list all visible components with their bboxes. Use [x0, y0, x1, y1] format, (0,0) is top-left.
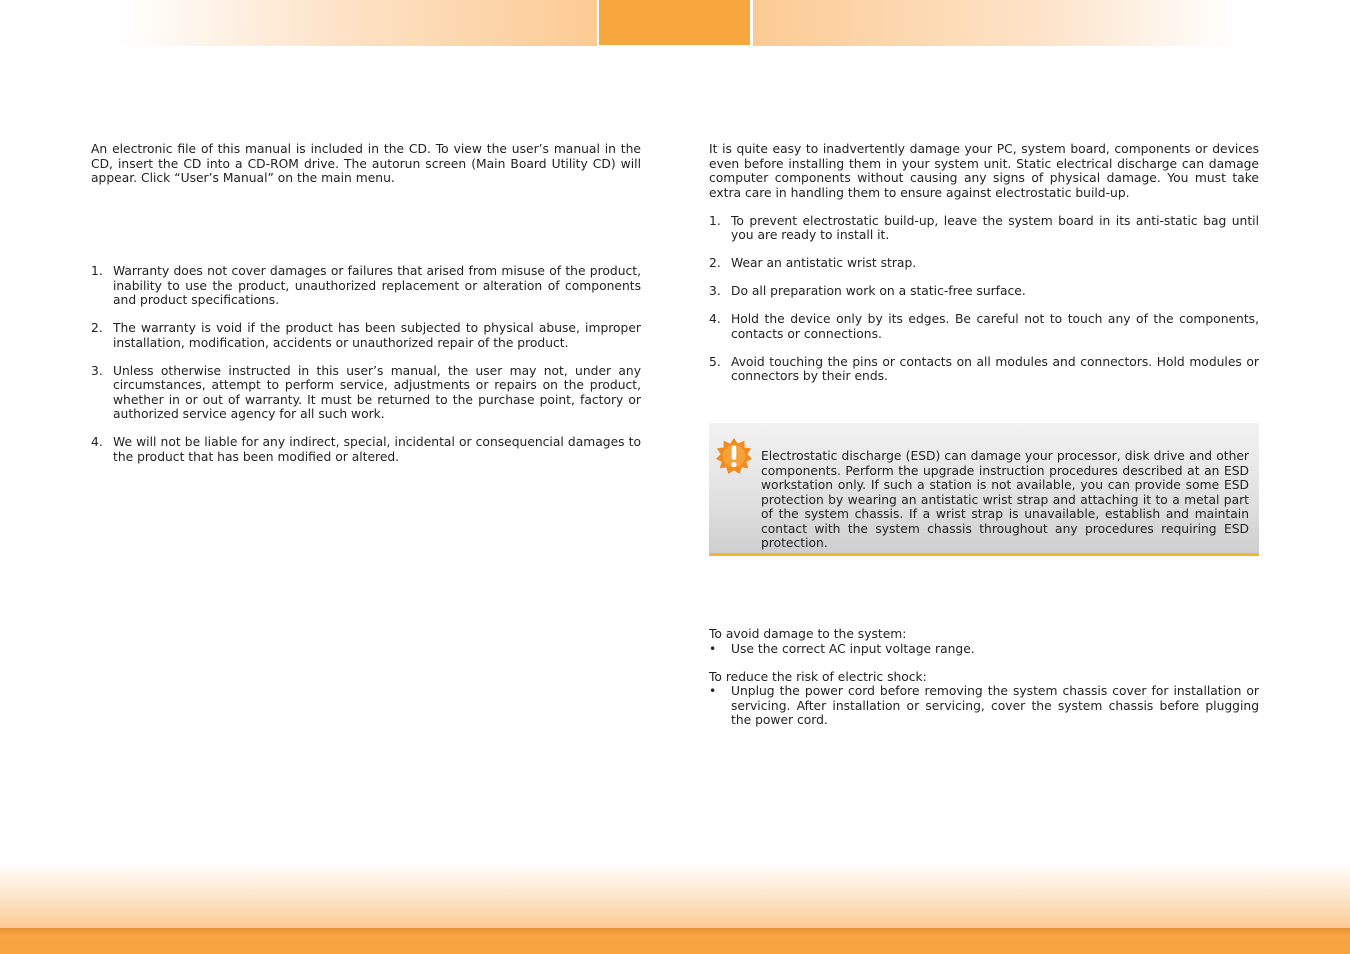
list-item: 4. We will not be liable for any indirect, special, incidental or consequencial damages to the product that has been modified or altered.	[91, 435, 641, 464]
esd-warning-note	[709, 423, 1259, 556]
damage-heading: To avoid damage to the system:	[709, 627, 907, 641]
list-item: 1. To prevent electrostatic build-up, leave the system board in its anti-static bag until you are ready to install it.	[709, 213, 1259, 242]
list-item: 5. Avoid touching the pins or contacts on all modules and connectors. Hold modules or connectors by their ends.	[709, 354, 1259, 383]
list-item: 4. Hold the device only by its edges. Be careful not to touch any of the components, contacts or connections.	[709, 312, 1259, 341]
shock-heading: To reduce the risk of electric shock:	[709, 669, 927, 684]
header-band-right	[753, 0, 1235, 46]
footer-fade	[0, 862, 1350, 930]
list-item: 3. Do all preparation work on a static-free surface.	[709, 284, 1026, 298]
footer-bar	[0, 928, 1350, 954]
list-item: 3. Unless otherwise instructed in this user’s manual, the user may not, under any circumstances, attempt to perform service, adjustments or repairs on the product, whether in or out of warranty. It must be returned to the purchase point, factory or authorized service agency for all such work.	[91, 363, 641, 421]
safety-measures-section	[709, 627, 1259, 741]
list-item: 2. Wear an antistatic wrist strap.	[709, 256, 917, 270]
esd-note-text: Electrostatic discharge (ESD) can damage your processor, disk drive and other components. Perform the upgrade instruction procedures described at an ESD workstation only. If such a station is not available, you can provide some ESD protection by wearing an antistatic wrist strap and attaching it to a metal part of the system chassis. If a wrist strap is unavailable, establish and maintain contact with the system chassis throughout any procedures requiring ESD protection.	[761, 449, 1249, 550]
list-item: • Use the correct AC input voltage range.	[709, 641, 975, 656]
list-item: • Unplug the power cord before removing the system chassis cover for installation or servicing. After installation or servicing, cover the system chassis before plugging the power cord.	[709, 684, 1259, 727]
warranty-section	[91, 264, 641, 478]
list-item: 1. Warranty does not cover damages or failures that arised from misuse of the product, inability to use the product, unauthorized replacement or alteration of components and product specifications.	[91, 264, 641, 307]
static-intro: It is quite easy to inadvertently damage your PC, system board, components or devices even before installing them in your system unit. Static electrical discharge can damage computer components without causing any signs of physical damage. You must take extra care in handling them to ensure against electrostatic build-up.	[709, 142, 1259, 200]
user-manual-cd-section	[91, 142, 641, 186]
damage-list	[709, 642, 1259, 657]
warranty-list	[91, 264, 641, 464]
cd-paragraph: An electronic file of this manual is included in the CD. To view the user’s manual in the CD, insert the CD into a CD-ROM drive. The autorun screen (Main Board Utility CD) will appear. Click “User’s Manual” on the main menu.	[91, 142, 641, 185]
header-tab	[599, 0, 750, 45]
static-electricity-section	[709, 142, 1259, 397]
header-band-left	[118, 0, 597, 46]
shock-list	[709, 684, 1259, 728]
static-precautions-list	[709, 214, 1259, 384]
warning-icon	[715, 437, 753, 475]
list-item: 2. The warranty is void if the product has been subjected to physical abuse, improper installation, modification, accidents or unauthorized repair of the product.	[91, 321, 641, 350]
